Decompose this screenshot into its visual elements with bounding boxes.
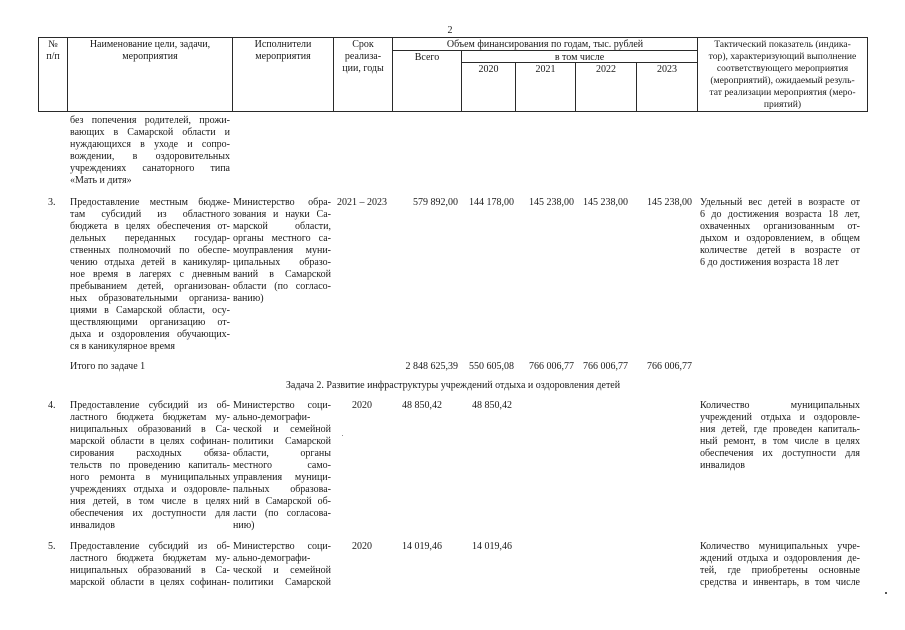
- row4-name-line: ного ремонта в муниципальных: [70, 472, 230, 483]
- row5-exec-line: Министерство соци-: [233, 541, 331, 552]
- table-top-border: [38, 37, 868, 38]
- row5-name-line: Предоставление субсидий из об-: [70, 541, 230, 552]
- row3-name-line: бюджета в целях обеспечения от-: [70, 221, 230, 232]
- row4-exec-line: управления муници-: [233, 472, 331, 483]
- row3-2023: 145 238,00: [647, 197, 692, 208]
- row4-indicator-cell: [700, 400, 860, 472]
- row5-2020: 14 019,46: [472, 541, 512, 552]
- header-executors: Исполнители мероприятия: [254, 39, 312, 62]
- row3-name-line: дельных переданных государ-: [70, 233, 230, 244]
- header-indicator: Тактический показатель (индика- тор), характеризующий выполнение соответствующего мероприятия (мероприятий), ожидаемый резуль- тат реализации мероприятия (меро- приятий): [708, 39, 857, 110]
- header-term: Срок реализа- ции, годы: [342, 39, 384, 74]
- row4-2020: 48 850,42: [472, 400, 512, 411]
- row5-exec-cell: [233, 541, 331, 589]
- row3-indicator-line: дыхом и оздоровлением, в общем: [700, 233, 860, 244]
- row3-indicator-line: Удельный вес детей в возрасте от: [700, 197, 860, 208]
- row4-name-line: Предоставление субсидий из об-: [70, 400, 230, 411]
- header-including: в том числе: [554, 52, 605, 63]
- row3-exec-line: ципальных образо-: [233, 257, 331, 268]
- total-task1-2021: 766 006,77: [529, 361, 574, 372]
- row3-exec-line: области (по согласо-: [233, 281, 331, 292]
- row3-name-line: ственных полномочий по обеспе-: [70, 245, 230, 256]
- row4-exec-line: нию): [233, 520, 255, 531]
- row3-exec-line: моуправления муни-: [233, 245, 331, 256]
- row3-name-line: пребыванием детей, организован-: [70, 281, 230, 292]
- row4-total: 48 850,42: [402, 400, 442, 411]
- row5-exec-line: ческой и семейной: [233, 565, 331, 576]
- row3-indicator-line: 6 до достижения возраста 18 лет,: [700, 209, 860, 220]
- row4-indicator-line: инвалидов: [700, 460, 745, 471]
- row4-exec-line: ласти (по согласова-: [233, 508, 331, 519]
- header-year-2021: 2021: [535, 64, 556, 75]
- row4-exec-line: местного само-: [233, 460, 331, 471]
- header-bottom-border: [38, 111, 868, 112]
- scan-speck: [342, 435, 343, 436]
- cont-name-line: без попечения родителей, прожи-: [70, 115, 230, 126]
- total-task1-2023: 766 006,77: [647, 361, 692, 372]
- cont-name-line: вающих в Самарской области и: [70, 127, 230, 138]
- header-year-2020: 2020: [478, 64, 499, 75]
- row3-exec-line: ваний в Самарской: [233, 269, 331, 280]
- page-number: 2: [447, 25, 453, 36]
- row4-name-line: марской области в целях софинан-: [70, 436, 230, 447]
- row3-name-line: дыха и оздоровления обучающих-: [70, 329, 230, 340]
- row3-2021: 145 238,00: [529, 197, 574, 208]
- row3-name-line: Предоставление местным бюдже-: [70, 197, 230, 208]
- row3-indicator-line: количестве детей в возрасте от: [700, 245, 860, 256]
- row4-name-cell: [70, 400, 230, 532]
- cont-name-line: вождении, в оздоровительных: [70, 151, 230, 162]
- row3-exec-line: марской области,: [233, 221, 331, 232]
- row4-exec-line: области, органы: [233, 448, 331, 459]
- row3-exec-line: органы местного са-: [233, 233, 331, 244]
- row5-indicator-line: ждений отдыха и оздоровления де-: [700, 553, 860, 564]
- total-task1-total: 2 848 625,39: [405, 361, 458, 372]
- row3-indicator-cell: [700, 197, 860, 269]
- row4-exec-line: ний в Самарской об-: [233, 496, 331, 507]
- row3-name-line: циями в Самарской области, осу-: [70, 305, 230, 316]
- row4-name-line: учреждениях отдыха и оздоровле-: [70, 484, 230, 495]
- total-task1-2020: 550 605,08: [469, 361, 514, 372]
- row3-name-line: чению отдыха детей в каникуляр-: [70, 257, 230, 268]
- row3-number: 3.: [48, 197, 56, 208]
- row3-exec-line: ванию): [233, 293, 264, 304]
- row4-name-line: обеспечения их доступности для: [70, 508, 230, 519]
- header-financing: Объем финансирования по годам, тыс. рублей: [446, 39, 644, 50]
- row4-number: 4.: [48, 400, 56, 411]
- row4-exec-line: ческой и семейной: [233, 424, 331, 435]
- row5-name-line: ниципальных образований в Са-: [70, 565, 230, 576]
- col-border-10: [867, 37, 868, 112]
- row4-exec-line: ально-демографи-: [233, 412, 311, 423]
- row3-indicator-line: охваченных организованным от-: [700, 221, 860, 232]
- row5-indicator-line: Количество муниципальных учре-: [700, 541, 860, 552]
- row3-total: 579 892,00: [413, 197, 458, 208]
- row3-indicator-line: 6 до достижения возраста 18 лет: [700, 257, 839, 268]
- row4-indicator-line: ный ремонт, в том числе в целях: [700, 436, 860, 447]
- row4-exec-line: пальных образова-: [233, 484, 331, 495]
- scan-speck: [885, 592, 887, 594]
- row5-indicator-line: тей, где приобретены основные: [700, 565, 860, 576]
- row4-indicator-line: Количество муниципальных: [700, 400, 860, 411]
- row3-name-line: там субсидий из областного: [70, 209, 230, 220]
- row3-name-cell: [70, 197, 230, 353]
- row3-name-line: ществляющими организацию от-: [70, 317, 230, 328]
- row5-number: 5.: [48, 541, 56, 552]
- row5-name-line: ластного бюджета бюджетам му-: [70, 553, 230, 564]
- row4-name-line: инвалидов: [70, 520, 115, 531]
- row5-exec-line: политики Самарской: [233, 577, 331, 588]
- header-year-2023: 2023: [657, 64, 677, 75]
- row4-name-line: ния детей, в том числе в целях: [70, 496, 230, 507]
- task2-heading: Задача 2. Развитие инфраструктуры учреждений отдыха и оздоровления детей: [285, 380, 621, 391]
- header-name: Наименование цели, задачи, мероприятия: [89, 39, 211, 62]
- row5-indicator-line: средства и инвентарь, в том числе: [700, 577, 860, 588]
- row4-exec-line: Министерство соци-: [233, 400, 331, 411]
- header-num: № п/п: [46, 39, 60, 62]
- cont-name-line: «Мать и дитя»: [70, 175, 132, 186]
- row5-exec-line: ально-демографи-: [233, 553, 311, 564]
- total-task1-2022: 766 006,77: [583, 361, 628, 372]
- row4-indicator-line: учреждений отдыха и оздоровле-: [700, 412, 860, 423]
- cont-name-line: учреждениях санаторного типа: [70, 163, 230, 174]
- row3-2020: 144 178,00: [469, 197, 514, 208]
- row4-name-line: ластного бюджета бюджетам му-: [70, 412, 230, 423]
- row5-total: 14 019,46: [402, 541, 442, 552]
- row4-exec-line: политики Самарской: [233, 436, 331, 447]
- row3-exec-line: Министерство обра-: [233, 197, 331, 208]
- row3-exec-cell: [233, 197, 331, 305]
- row3-name-line: ся в каникулярное время: [70, 341, 175, 352]
- header-total: Всего: [414, 52, 440, 63]
- row4-indicator-line: ния детей, где проведен капиталь-: [700, 424, 860, 435]
- row4-name-line: сирования расходных обяза-: [70, 448, 230, 459]
- row5-indicator-cell: [700, 541, 860, 589]
- row4-indicator-line: обеспечения их доступности для: [700, 448, 860, 459]
- row5-term: 2020: [352, 541, 372, 552]
- row4-name-line: тельств по проведению капиталь-: [70, 460, 230, 471]
- row4-term: 2020: [352, 400, 372, 411]
- row5-name-cell: [70, 541, 230, 589]
- row5-name-line: марской области в целях софинан-: [70, 577, 230, 588]
- row3-exec-line: зования и науки Са-: [233, 209, 331, 220]
- row3-name-line: ное время в лагерях с дневным: [70, 269, 230, 280]
- row4-name-line: ниципальных образований в Са-: [70, 424, 230, 435]
- row3-term: 2021 – 2023: [337, 197, 387, 208]
- row4-exec-cell: [233, 400, 331, 532]
- header-year-2022: 2022: [596, 64, 616, 75]
- cont-name-line: нуждающихся в уходе и сопро-: [70, 139, 230, 150]
- total-task1-label: Итого по задаче 1: [70, 361, 146, 372]
- row3-2022: 145 238,00: [583, 197, 628, 208]
- row3-name-line: ных образовательными организа-: [70, 293, 230, 304]
- continued-name-cell: [70, 115, 230, 187]
